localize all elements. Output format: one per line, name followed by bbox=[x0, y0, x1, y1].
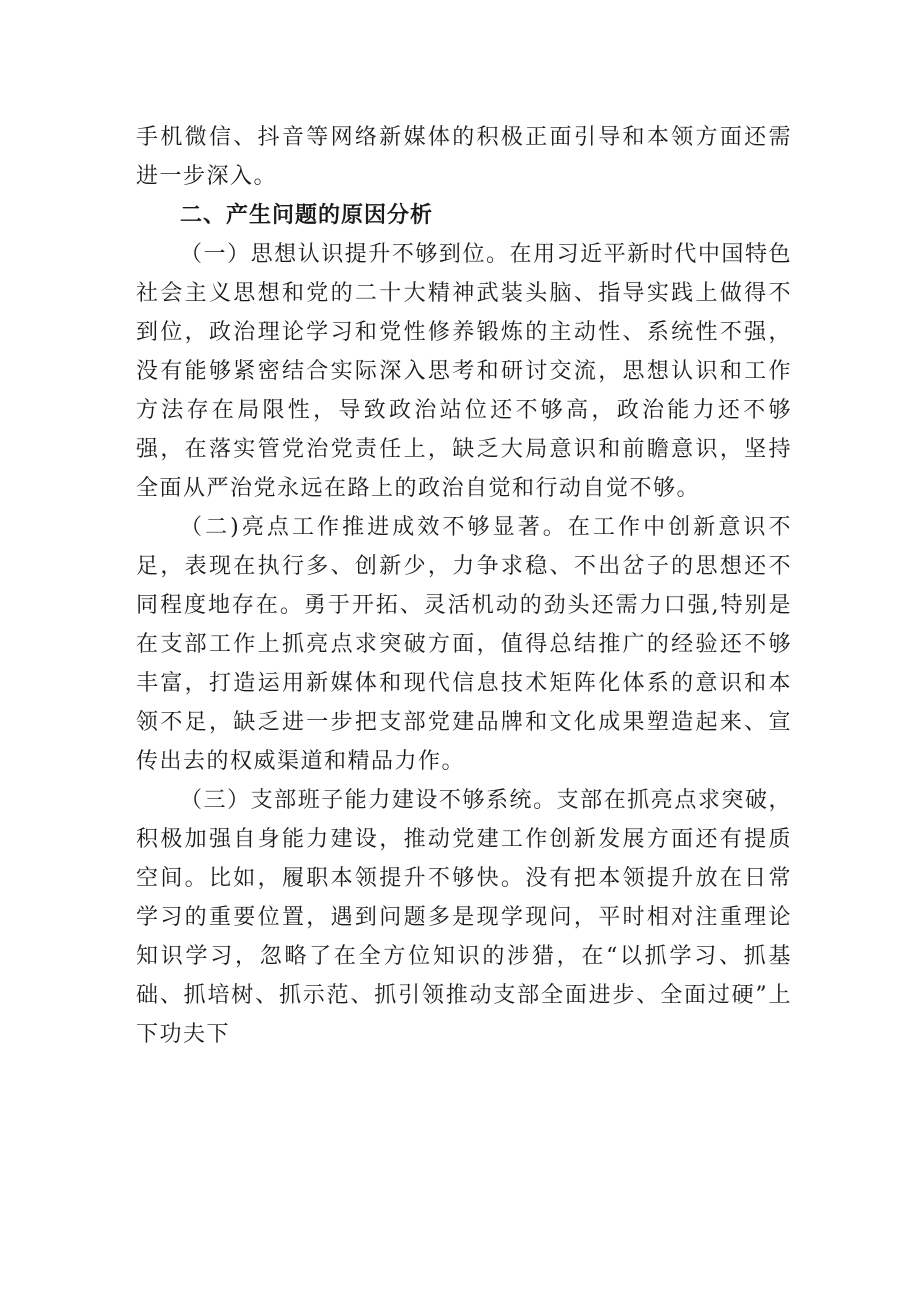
paragraph-cause-2: （二)亮点工作推进成效不够显著。在工作中创新意识不足，表现在执行多、创新少，力争求稳、不出岔子的思想还不同程度地存在。勇于开拓、灵活机动的劲头还需力口强,特别是在支部工作上抓亮点求突破方面，值得总结推广的经验还不够丰富，打造运用新媒体和现代信息技术矩阵化体系的意识和本领不足，缺乏进一步把支部党建品牌和文化成果塑造起来、宣传出去的权威渠道和精品力作。 bbox=[136, 515, 792, 774]
paragraph-cause-3: （三）支部班子能力建设不够系统。支部在抓亮点求突破，积极加强自身能力建设，推动党建工作创新发展方面还有提质空间。比如，履职本领提升不够快。没有把本领提升放在日常学习的重要位置，遇到问题多是现学现问，平时相对注重理论知识学习，忽略了在全方位知识的涉猎，在“以抓学习、抓基础、抓培树、抓示范、抓引领推动支部全面进步、全面过硬”上下功夫下 bbox=[136, 788, 792, 1047]
continuation-paragraph: 手机微信、抖音等网络新媒体的积极正面引导和本领方面还需进一步深入。 bbox=[136, 125, 792, 189]
paragraph-cause-1: （一）思想认识提升不够到位。在用习近平新时代中国特色社会主义思想和党的二十大精神武装头脑、指导实践上做得不到位，政治理论学习和党性修养锻炼的主动性、系统性不强，没有能够紧密结合实际深入思考和研讨交流，思想认识和工作方法存在局限性，导致政治站位还不够高，政治能力还不够强，在落实管党治党责任上，缺乏大局意识和前瞻意识，坚持全面从严治党永远在路上的政治自觉和行动自觉不够。 bbox=[136, 242, 792, 501]
section-heading: 二、产生问题的原因分析 bbox=[180, 203, 434, 228]
document-body bbox=[136, 118, 792, 1054]
